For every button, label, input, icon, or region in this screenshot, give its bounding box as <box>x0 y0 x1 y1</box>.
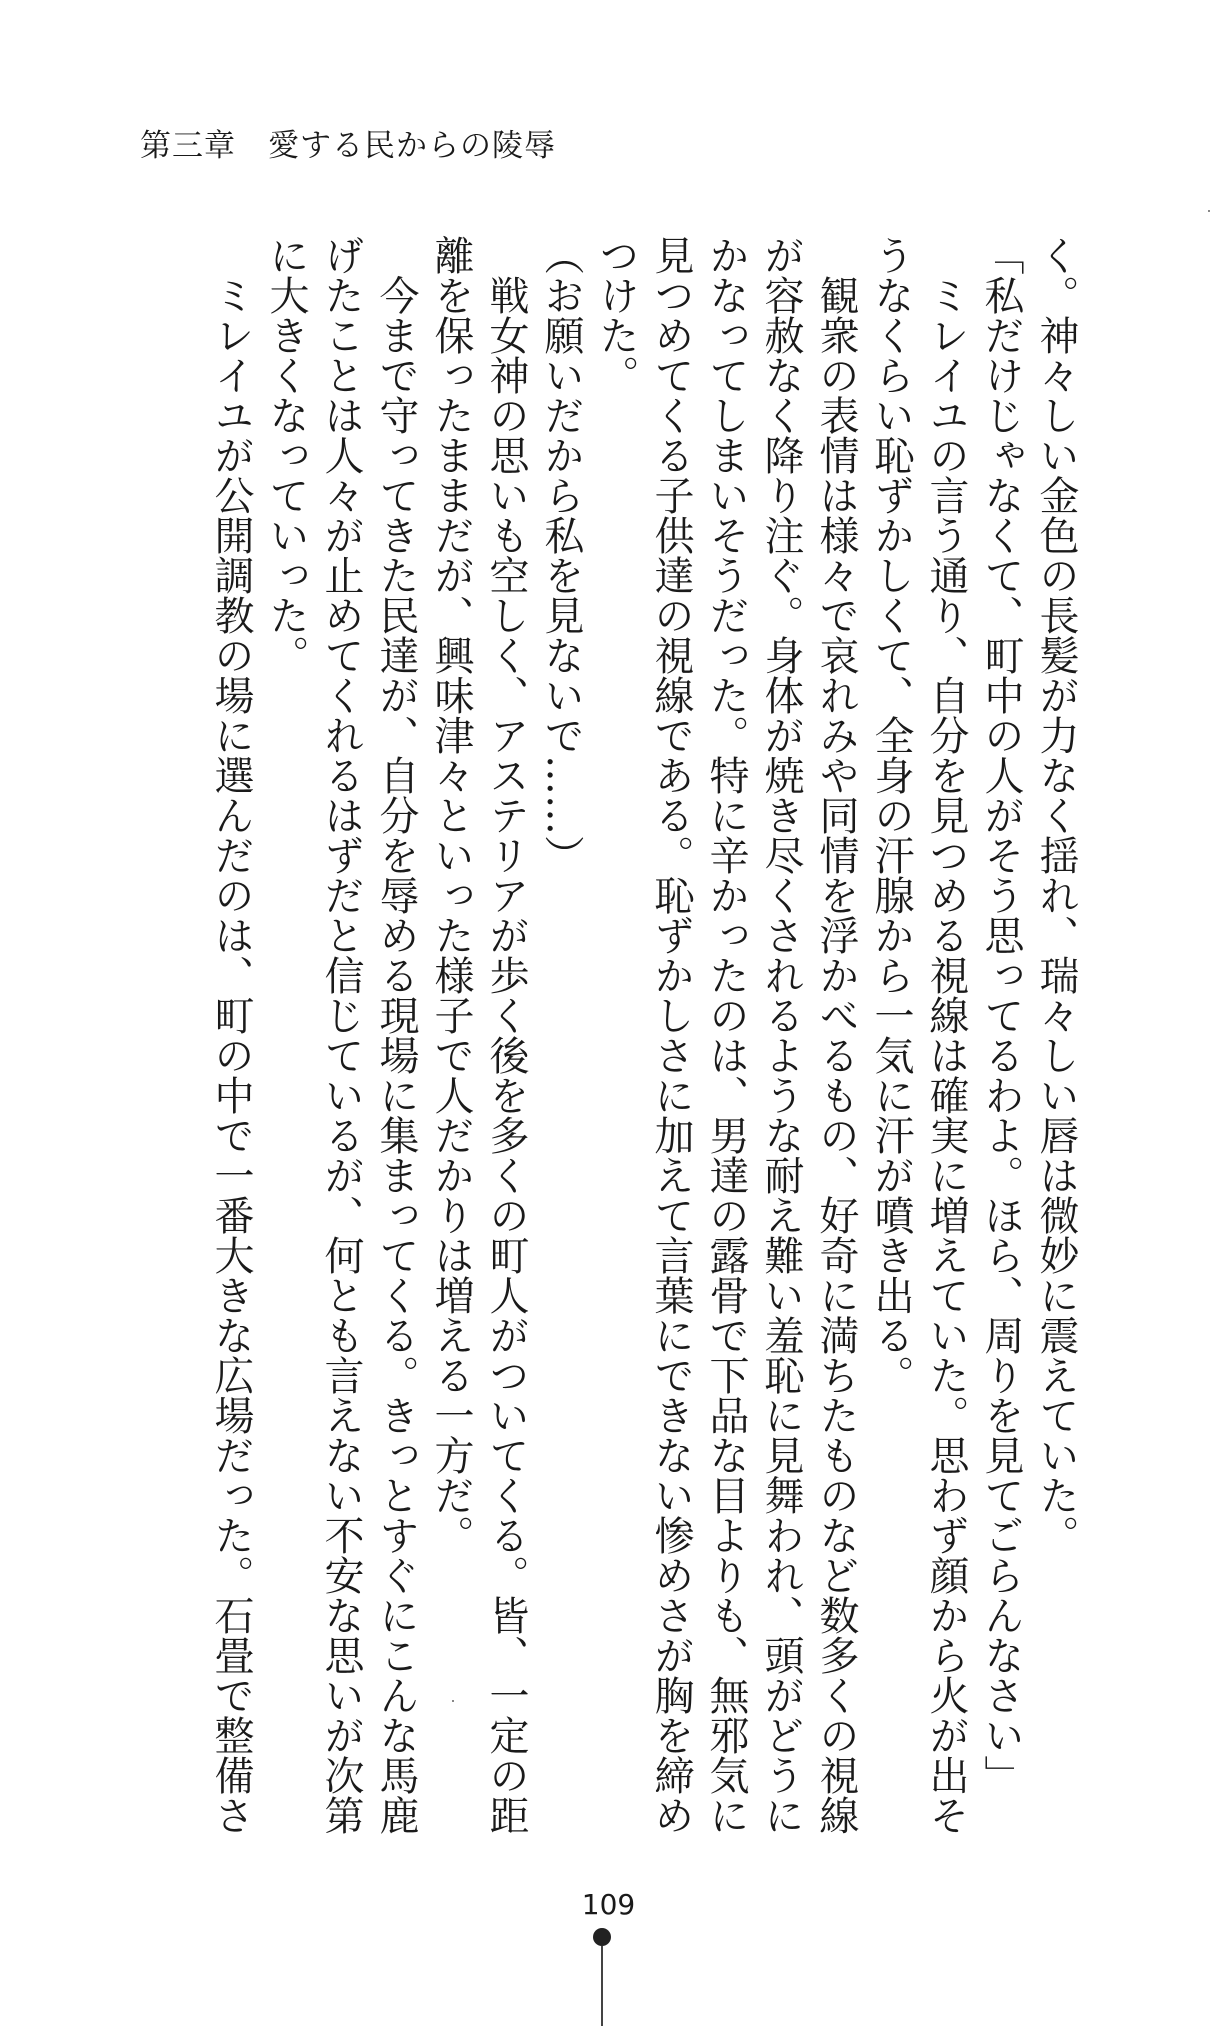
text-line: うなくらい恥ずかしくて、全身の汗腺から一気に汗が噴き出る。 <box>868 235 914 1395</box>
page-marker-dot <box>593 1928 611 1946</box>
text-line: つけた。 <box>593 235 639 395</box>
text-line: 観衆の表情は様々で哀れみや同情を浮かべるもの、好奇に満ちたものなど数多くの視線 <box>813 235 859 1835</box>
body-text <box>138 235 1083 1835</box>
text-line: げたことは人々が止めてくれるはずだと信じているが、何とも言えない不安な思いが次第 <box>318 235 364 1835</box>
scan-speck <box>452 1700 454 1702</box>
page-marker-line <box>601 1946 603 2026</box>
text-line: 今まで守ってきた民達が、自分を辱める現場に集まってくる。きっとすぐにこんな馬鹿 <box>373 235 419 1835</box>
text-line: 見つめてくる子供達の視線である。恥ずかしさに加えて言葉にできない惨めさが胸を締め <box>648 235 694 1835</box>
text-line: かなってしまいそうだった。特に辛かったのは、男達の露骨で下品な目よりも、無邪気に <box>703 235 749 1835</box>
chapter-header: 第三章 愛する民からの陵辱 <box>140 128 556 164</box>
text-line: く。神々しい金色の長髪が力なく揺れ、瑞々しい唇は微妙に震えていた。 <box>1033 235 1079 1555</box>
text-line: が容赦なく降り注ぐ。身体が焼き尽くされるような耐え難い羞恥に見舞われ、頭がどうに <box>758 235 804 1835</box>
text-line: 離を保ったままだが、興味津々といった様子で人だかりは増える一方だ。 <box>428 235 474 1555</box>
text-line: に大きくなっていった。 <box>263 235 309 675</box>
text-line: 「私だけじゃなくて、町中の人がそう思ってるわよ。ほら、周りを見てごらんなさい」 <box>978 235 1024 1795</box>
text-line: 戦女神の思いも空しく、アステリアが歩く後を多くの町人がついてくる。皆、一定の距 <box>483 235 529 1835</box>
text-line: ミレイユの言う通り、自分を見つめる視線は確実に増えていた。思わず顔から火が出そ <box>923 235 969 1835</box>
page-number: 109 <box>581 1888 636 1921</box>
text-line: （お願いだから私を見ないで……） <box>538 235 584 875</box>
scan-speck <box>1208 210 1210 212</box>
text-line: ミレイユが公開調教の場に選んだのは、町の中で一番大きな広場だった。石畳で整備さ <box>208 235 254 1835</box>
